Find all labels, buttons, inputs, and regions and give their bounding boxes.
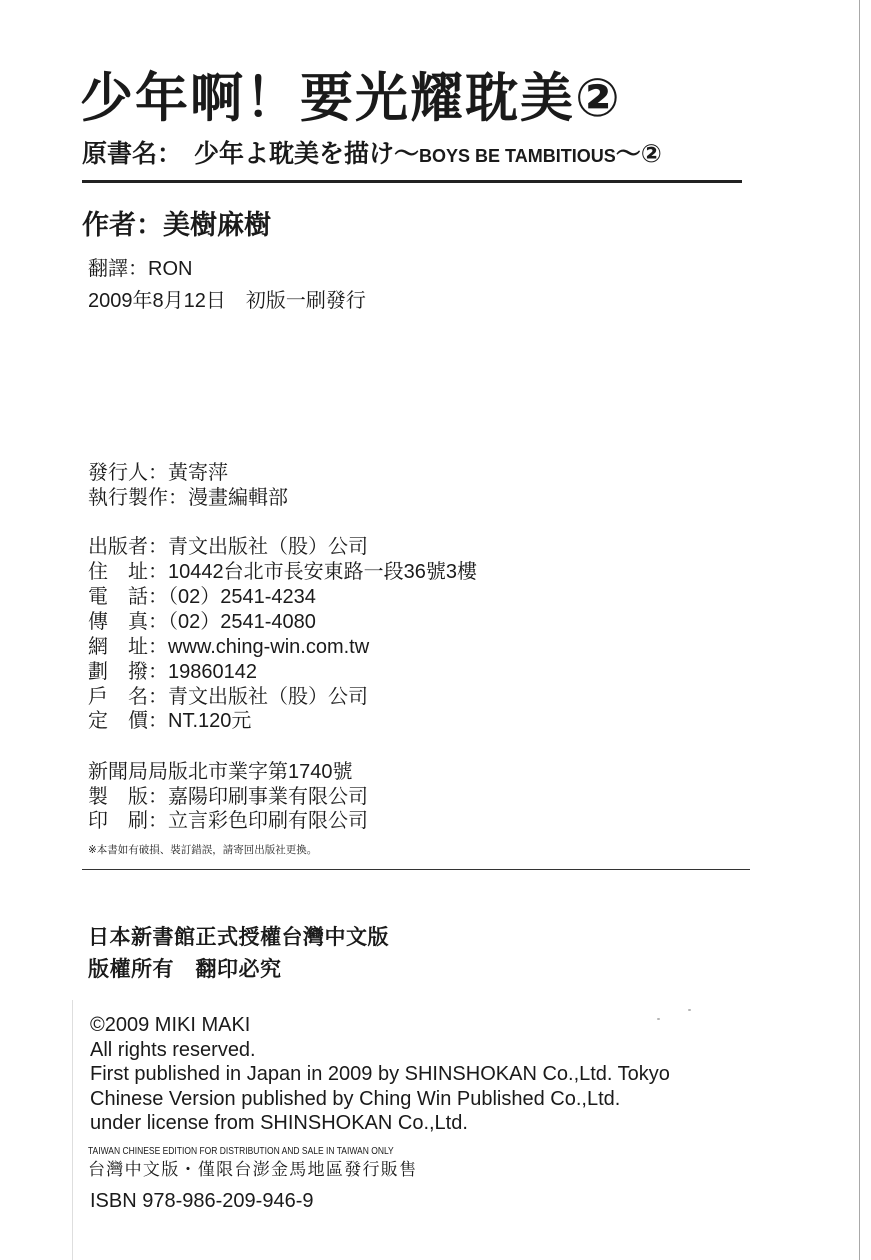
translator-line: 翻譯：RON [88, 258, 193, 280]
publisher-row-phone [88, 587, 316, 607]
publisher-row-postal-account [88, 662, 257, 682]
original-title-english: BOYS BE TAMBITIOUS [419, 146, 616, 166]
row-label: 戶 名： [88, 686, 168, 708]
row-label: 網 址： [88, 636, 168, 658]
row-value: NT.120元 [168, 710, 252, 732]
author-line: 作者：美樹麻樹 [82, 210, 271, 241]
staff-line: 發行人：黃寄萍 [88, 462, 228, 484]
book-title: 少年啊！要光耀耽美② [80, 68, 622, 129]
publisher-row-price [88, 711, 251, 731]
publisher-row-website [88, 637, 369, 657]
publisher-row-fax [88, 612, 316, 632]
row-label: 電 話： [88, 586, 168, 608]
row-label: 劃 撥： [88, 661, 168, 683]
row-value: 青文出版社（股）公司 [168, 536, 368, 558]
row-value: 10442台北市長安東路一段36號3樓 [168, 561, 477, 583]
copyright-line: ©2009 MIKI MAKI [90, 1014, 251, 1036]
copyright-line: Chinese Version published by Ching Win Published Co.,Ltd. [90, 1088, 621, 1110]
title-divider [82, 180, 742, 183]
row-label: 印 刷： [88, 810, 168, 832]
original-title-japanese: 少年よ耽美を描け～ [194, 139, 420, 168]
scan-speck [688, 1009, 691, 1011]
copyright-line: All rights reserved. [90, 1039, 256, 1061]
row-value: 19860142 [168, 661, 257, 683]
row-value: 嘉陽印刷事業有限公司 [168, 786, 368, 808]
publisher-row-address [88, 562, 477, 582]
edition-line: 2009年8月12日 初版一刷發行 [88, 290, 366, 312]
printing-row-plate [88, 787, 368, 807]
distribution-english: TAIWAN CHINESE EDITION FOR DISTRIBUTION AND SALE IN TAIWAN ONLY [88, 1146, 394, 1157]
section-divider [82, 869, 750, 870]
row-label: 傳 真： [88, 611, 168, 633]
original-title-suffix: ～② [615, 139, 662, 168]
license-line: 版權所有 翻印必究 [88, 956, 282, 981]
original-title-label: 原書名： [82, 139, 183, 168]
row-label: 製 版： [88, 786, 168, 808]
row-label: 定 價： [88, 710, 168, 732]
publisher-row-account-name [88, 687, 368, 707]
scan-speck [657, 1018, 660, 1020]
defect-notice: ※本書如有破損、裝訂錯誤，請寄回出版社更換。 [88, 844, 318, 856]
distribution-chinese: 台灣中文版・僅限台澎金馬地區發行販售 [88, 1160, 418, 1180]
scan-edge-left [72, 1000, 73, 1260]
printing-row-printer [88, 811, 368, 831]
copyright-line: under license from SHINSHOKAN Co.,Ltd. [90, 1112, 468, 1134]
copyright-line: First published in Japan in 2009 by SHINSHOKAN Co.,Ltd. Tokyo [90, 1063, 670, 1085]
row-label: 出版者： [88, 536, 168, 558]
publisher-row-publisher [88, 537, 368, 557]
original-title [82, 141, 662, 166]
registration-line: 新聞局局版北市業字第1740號 [88, 761, 353, 783]
row-value: www.ching-win.com.tw [168, 636, 370, 658]
row-value: （02）2541-4234 [168, 586, 316, 608]
staff-line: 執行製作：漫畫編輯部 [88, 487, 288, 509]
isbn: ISBN 978-986-209-946-9 [90, 1190, 314, 1212]
license-line: 日本新書館正式授權台灣中文版 [88, 924, 389, 949]
scan-edge-right [859, 0, 860, 1260]
row-label: 住 址： [88, 561, 168, 583]
row-value: （02）2541-4080 [168, 611, 316, 633]
row-value: 立言彩色印刷有限公司 [168, 810, 368, 832]
row-value: 青文出版社（股）公司 [168, 686, 368, 708]
